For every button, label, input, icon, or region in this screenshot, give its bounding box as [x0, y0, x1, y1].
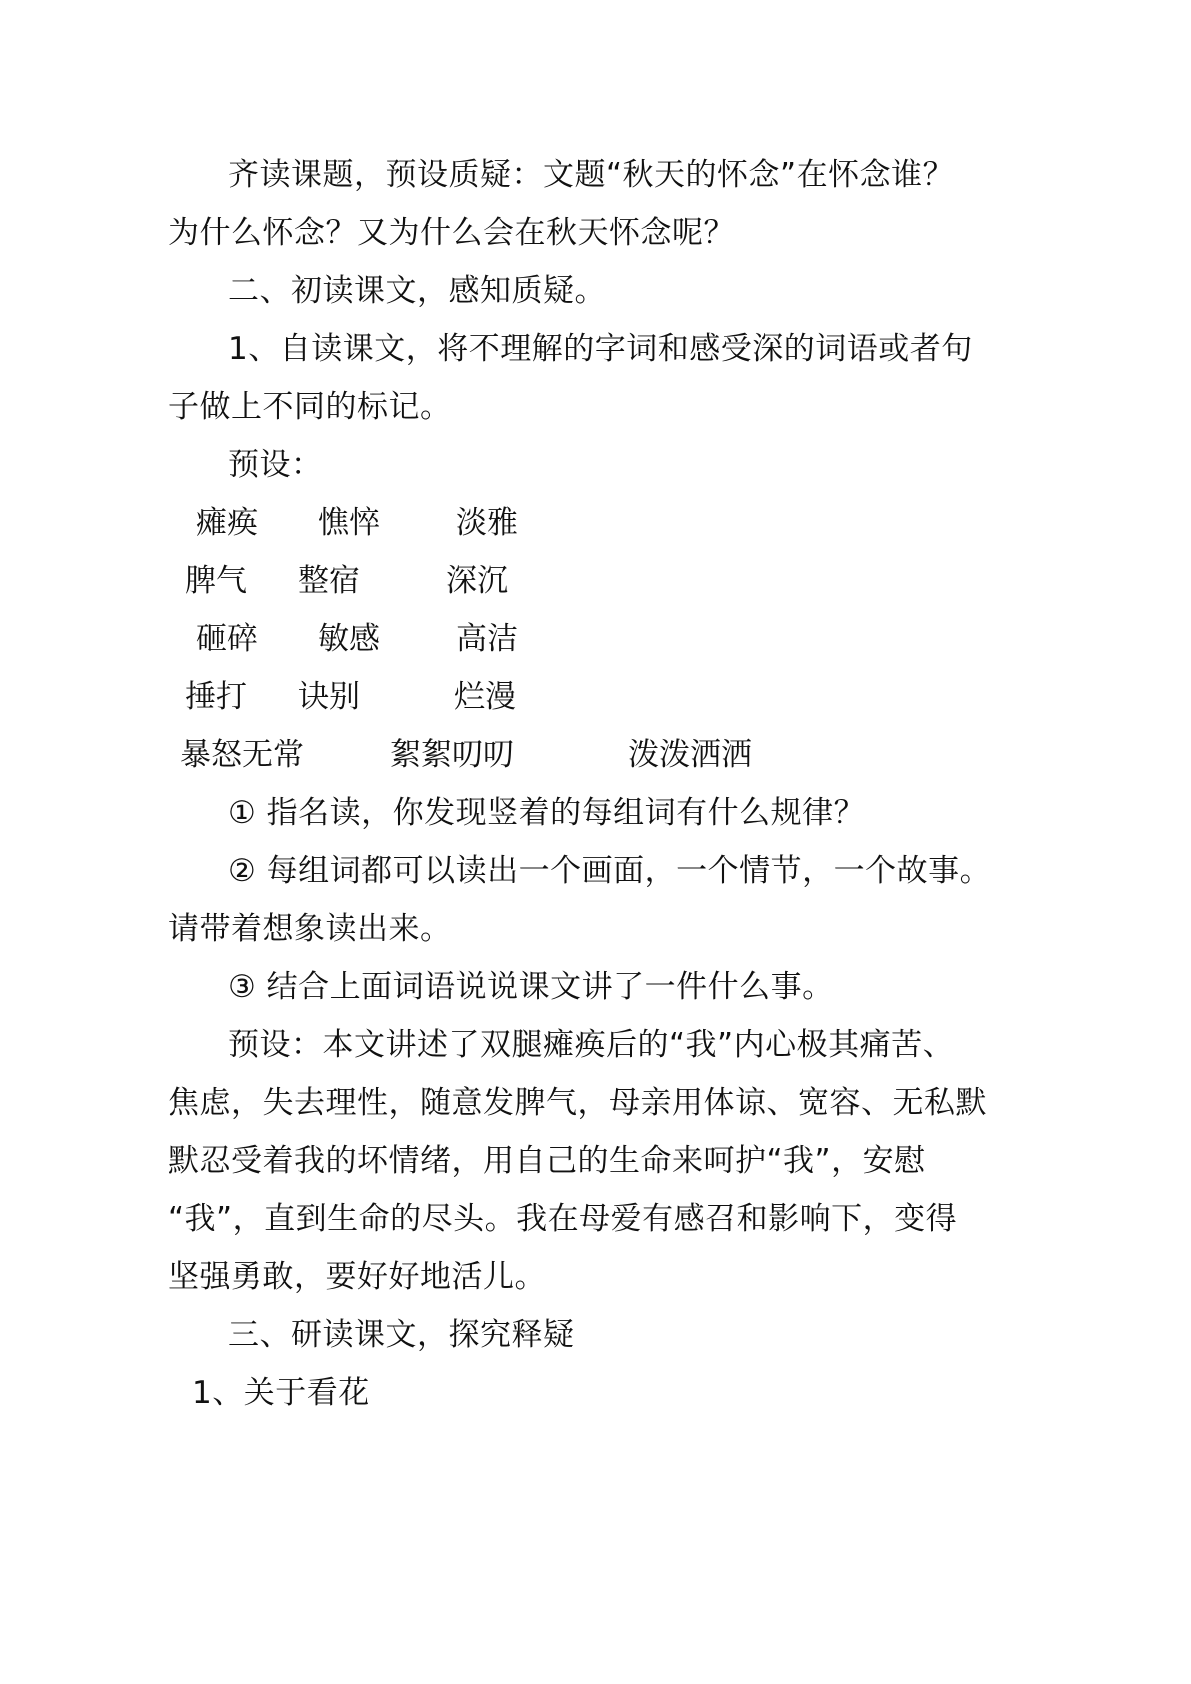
paragraph-line: 焦虑，失去理性，随意发脾气，母亲用体谅、宽容、无私默: [168, 1085, 987, 1121]
paragraph-line: 请带着想象读出来。: [168, 911, 452, 947]
vocab-word: 整宿: [298, 563, 360, 599]
preset-label: 预设：: [228, 447, 323, 483]
question-line: ① 指名读，你发现竖着的每组词有什么规律？: [228, 795, 866, 831]
vocab-word: 烂漫: [454, 679, 516, 715]
paragraph-line: 预设：本文讲述了双腿瘫痪后的“我”内心极其痛苦、: [228, 1027, 955, 1063]
paragraph-line: 为什么怀念？又为什么会在秋天怀念呢？: [168, 215, 735, 251]
question-line: ③ 结合上面词语说说课文讲了一件什么事。: [228, 969, 834, 1005]
paragraph-line: 默忍受着我的坏情绪，用自己的生命来呵护“我”，安慰: [168, 1143, 926, 1179]
paragraph-line: 齐读课题，预设质疑：文题“秋天的怀念”在怀念谁？: [228, 157, 955, 193]
vocab-word: 诀别: [298, 679, 360, 715]
vocab-word: 高洁: [456, 621, 518, 657]
vocab-word: 深沉: [446, 563, 508, 599]
paragraph-line: 1、自读课文，将不理解的字词和感受深的词语或者句: [228, 331, 973, 367]
section-heading: 三、研读课文，探究释疑: [228, 1317, 575, 1353]
question-line: ② 每组词都可以读出一个画面，一个情节，一个故事。: [228, 853, 992, 889]
paragraph-line: 坚强勇敢，要好好地活儿。: [168, 1259, 546, 1295]
section-heading: 二、初读课文，感知质疑。: [228, 273, 606, 309]
paragraph-line: “我”，直到生命的尽头。我在母爱有感召和影响下，变得: [168, 1201, 958, 1237]
paragraph-line: 子做上不同的标记。: [168, 389, 452, 425]
vocab-word: 絮絮叨叨: [390, 737, 514, 773]
vocab-word: 瘫痪: [196, 505, 258, 541]
vocab-word: 泼泼洒洒: [628, 737, 752, 773]
vocab-word: 捶打: [185, 679, 247, 715]
vocab-word: 憔悴: [318, 505, 380, 541]
vocab-word: 脾气: [185, 563, 247, 599]
vocab-word: 淡雅: [456, 505, 518, 541]
vocab-word: 砸碎: [196, 621, 258, 657]
vocab-word: 敏感: [318, 621, 380, 657]
vocab-word: 暴怒无常: [180, 737, 304, 773]
subsection-heading: 1、关于看花: [192, 1375, 370, 1411]
